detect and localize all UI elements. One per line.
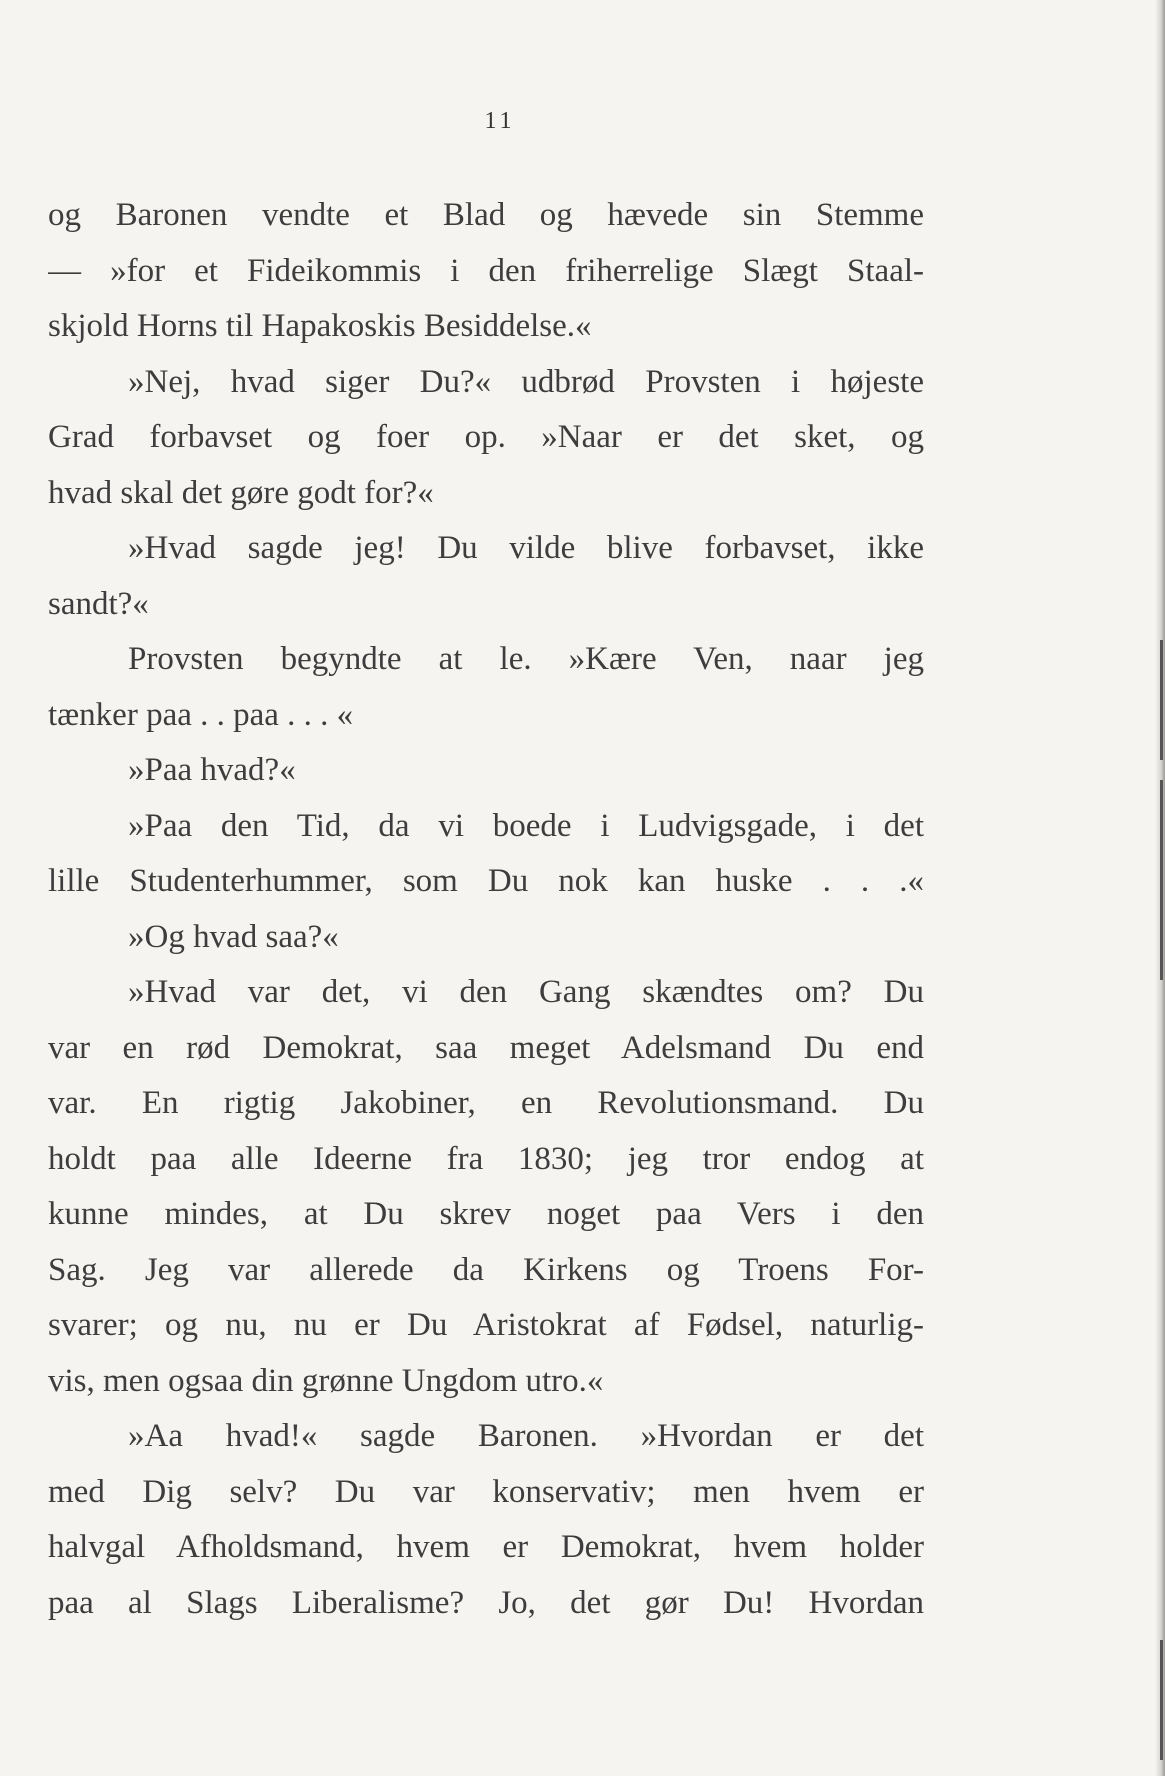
body-text [48, 188, 924, 1631]
text-line: holdt paa alle Ideerne fra 1830; jeg tror endog at [48, 1140, 924, 1177]
text-line: lille Studenterhummer, som Du nok kan huske . . .« [48, 863, 924, 899]
page-edge-mark [1160, 640, 1163, 760]
text-line: vis, men ogsaa din grønne Ungdom utro.« [48, 1362, 604, 1399]
page-number: 11 [484, 108, 516, 134]
text-line: var en rød Demokrat, saa meget Adelsmand Du end [48, 1029, 924, 1066]
page-edge-mark [1160, 780, 1163, 980]
text-line: »Paa hvad?« [128, 752, 296, 788]
text-line: og Baronen vendte et Blad og hævede sin Stemme [48, 197, 924, 233]
text-line: med Dig selv? Du var konservativ; men hvem er [48, 1473, 924, 1510]
page-edge-mark [1160, 1640, 1163, 1760]
text-line: — »for et Fideikommis i den friherrelige Slægt Staal- [48, 252, 924, 289]
text-line: var. En rigtig Jakobiner, en Revolutionsmand. Du [48, 1085, 924, 1121]
text-line: »Aa hvad!« sagde Baronen. »Hvordan er det [128, 1418, 924, 1454]
text-line: kunne mindes, at Du skrev noget paa Vers i den [48, 1196, 924, 1232]
text-line: hvad skal det gøre godt for?« [48, 474, 434, 511]
text-line: svarer; og nu, nu er Du Aristokrat af Fødsel, naturlig- [48, 1307, 924, 1343]
text-line: »Nej, hvad siger Du?« udbrød Provsten i højeste [128, 363, 924, 400]
text-line: »Hvad sagde jeg! Du vilde blive forbavset, ikke [128, 530, 924, 566]
text-line: »Paa den Tid, da vi boede i Ludvigsgade, i det [128, 807, 924, 844]
text-line: »Og hvad saa?« [128, 918, 339, 955]
text-line: sandt?« [48, 585, 149, 622]
text-line: »Hvad var det, vi den Gang skændtes om? Du [128, 974, 924, 1010]
text-line: Sag. Jeg var allerede da Kirkens og Troens For- [48, 1251, 924, 1288]
text-line: tænker paa . . paa . . . « [48, 696, 354, 733]
text-line: Grad forbavset og foer op. »Naar er det sket, og [48, 419, 924, 455]
text-line: Provsten begyndte at le. »Kære Ven, naar jeg [128, 641, 924, 677]
text-line: halvgal Afholdsmand, hvem er Demokrat, hvem holder [48, 1529, 924, 1565]
text-line: skjold Horns til Hapakoskis Besiddelse.« [48, 308, 592, 344]
text-line: paa al Slags Liberalisme? Jo, det gør Du! Hvordan [48, 1584, 924, 1621]
